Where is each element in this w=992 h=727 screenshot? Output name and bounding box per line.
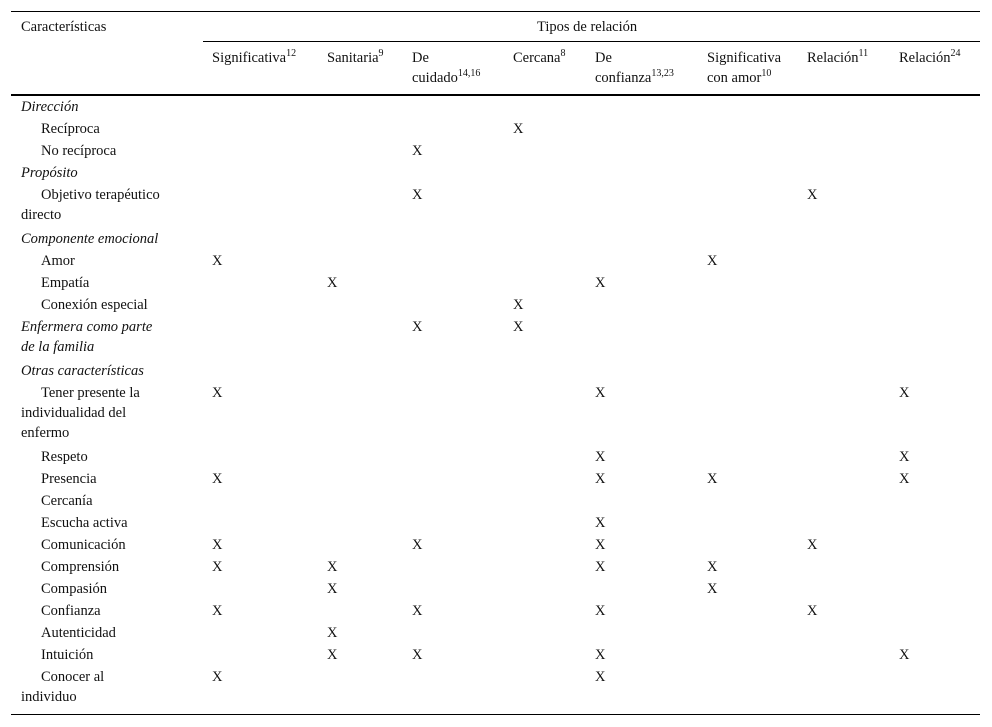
row-label: Escucha activa xyxy=(41,515,128,531)
row-label: Intuición xyxy=(41,647,94,663)
section-label: Dirección xyxy=(21,99,79,115)
section-label: de la familia xyxy=(21,339,95,355)
row-label: Autenticidad xyxy=(41,625,116,641)
row-label: Confianza xyxy=(41,603,101,619)
column-header: Significativa$^{12}$ xyxy=(212,48,297,66)
cell-mark: X xyxy=(513,319,524,335)
row-label: Comunicación xyxy=(41,537,126,553)
cell-mark: X xyxy=(412,537,423,553)
cell-mark: X xyxy=(807,603,818,619)
cell-mark: X xyxy=(807,187,818,203)
cell-mark: X xyxy=(595,537,606,553)
table-top-rule xyxy=(11,11,980,12)
cell-mark: X xyxy=(595,449,606,465)
cell-mark: X xyxy=(327,647,338,663)
cell-mark: X xyxy=(212,559,223,575)
cell-mark: X xyxy=(595,669,606,685)
row-label: Cercanía xyxy=(41,493,93,509)
row-label: individualidad del xyxy=(21,405,127,421)
column-header: Sanitaria$^9$ xyxy=(327,48,384,66)
column-header: De confianza$^{13,23}$ xyxy=(595,50,674,86)
row-label: enfermo xyxy=(21,425,70,441)
cell-mark: X xyxy=(212,537,223,553)
cell-mark: X xyxy=(899,449,910,465)
column-header: Cercana$^8$ xyxy=(513,48,566,66)
cell-mark: X xyxy=(212,253,223,269)
cell-mark: X xyxy=(412,319,423,335)
cell-mark: X xyxy=(212,385,223,401)
row-label: Respeto xyxy=(41,449,88,465)
cell-mark: X xyxy=(212,471,223,487)
column-header: Relación$^{11}$ xyxy=(807,48,869,66)
row-label: No recíproca xyxy=(41,143,117,159)
cell-mark: X xyxy=(707,559,718,575)
cell-mark: X xyxy=(513,297,524,313)
row-label: Tener presente la xyxy=(41,385,140,401)
section-label: Enfermera como parte xyxy=(21,319,153,335)
cell-mark: X xyxy=(327,581,338,597)
row-label: Amor xyxy=(41,253,75,269)
cell-mark: X xyxy=(595,385,606,401)
column-header: De cuidado$^{14,16}$ xyxy=(412,50,481,86)
cell-mark: X xyxy=(595,559,606,575)
cell-mark: X xyxy=(327,275,338,291)
header-bottom-rule xyxy=(11,94,980,96)
section-label: Componente emocional xyxy=(21,231,159,247)
column-header: Significativa con amor$^{10}$ xyxy=(707,50,782,86)
row-label: Compasión xyxy=(41,581,108,597)
section-label: Otras características xyxy=(21,363,144,379)
row-label: directo xyxy=(21,207,62,223)
row-label: Empatía xyxy=(41,275,90,291)
cell-mark: X xyxy=(595,603,606,619)
cell-mark: X xyxy=(327,625,338,641)
cell-mark: X xyxy=(899,471,910,487)
row-label: Conocer al xyxy=(41,669,105,685)
row-label: Presencia xyxy=(41,471,97,487)
row-label: Recíproca xyxy=(41,121,100,137)
cell-mark: X xyxy=(412,143,423,159)
cell-mark: X xyxy=(807,537,818,553)
cell-mark: X xyxy=(212,669,223,685)
row-label: Objetivo terapéutico xyxy=(41,187,160,203)
row-label: Comprensión xyxy=(41,559,120,575)
cell-mark: X xyxy=(899,647,910,663)
spanner-rule xyxy=(203,41,980,42)
cell-mark: X xyxy=(212,603,223,619)
cell-mark: X xyxy=(595,471,606,487)
table-bottom-rule xyxy=(11,714,980,715)
cell-mark: X xyxy=(707,253,718,269)
stub-header: Características xyxy=(21,19,107,35)
column-header: Relación$^{24}$ xyxy=(899,48,961,66)
cell-mark: X xyxy=(595,647,606,663)
cell-mark: X xyxy=(899,385,910,401)
section-label: Propósito xyxy=(21,165,78,181)
cell-mark: X xyxy=(412,603,423,619)
cell-mark: X xyxy=(595,515,606,531)
spanner-header: Tipos de relación xyxy=(537,19,638,35)
row-label: Conexión especial xyxy=(41,297,148,313)
cell-mark: X xyxy=(707,581,718,597)
row-label: individuo xyxy=(21,689,77,705)
cell-mark: X xyxy=(595,275,606,291)
cell-mark: X xyxy=(513,121,524,137)
cell-mark: X xyxy=(412,647,423,663)
cell-mark: X xyxy=(412,187,423,203)
cell-mark: X xyxy=(327,559,338,575)
cell-mark: X xyxy=(707,471,718,487)
